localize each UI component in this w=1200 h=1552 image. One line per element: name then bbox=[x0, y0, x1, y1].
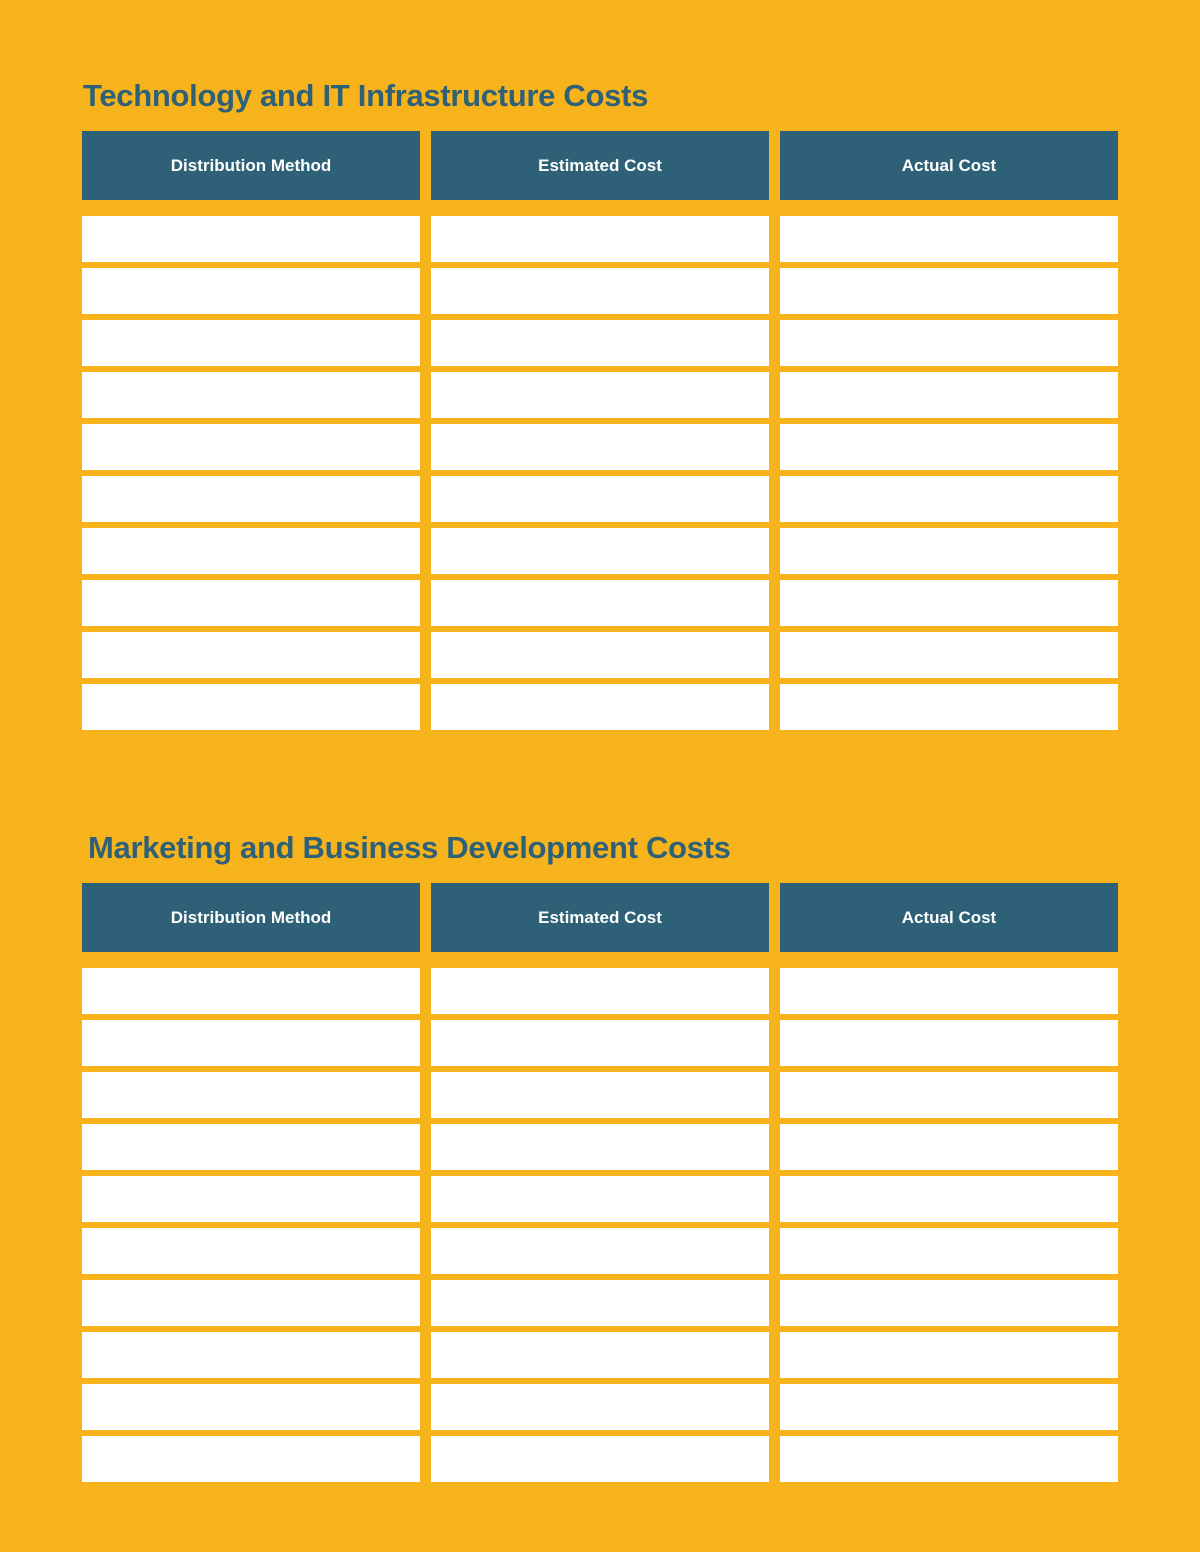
table-row bbox=[82, 1124, 1118, 1170]
cell-actual-cost[interactable] bbox=[780, 268, 1118, 314]
section-title: Technology and IT Infrastructure Costs bbox=[83, 78, 649, 113]
table-row bbox=[82, 580, 1118, 626]
cell-estimated-cost[interactable] bbox=[431, 528, 769, 574]
cell-estimated-cost[interactable] bbox=[431, 320, 769, 366]
cell-actual-cost[interactable] bbox=[780, 320, 1118, 366]
cell-estimated-cost[interactable] bbox=[431, 1280, 769, 1326]
table-row bbox=[82, 268, 1118, 314]
cell-actual-cost[interactable] bbox=[780, 632, 1118, 678]
table-row bbox=[82, 1228, 1118, 1274]
cell-distribution-method[interactable] bbox=[82, 1332, 420, 1378]
table-row bbox=[82, 528, 1118, 574]
table-row bbox=[82, 424, 1118, 470]
table-row bbox=[82, 320, 1118, 366]
table-row bbox=[82, 372, 1118, 418]
table-row bbox=[82, 1020, 1118, 1066]
cell-actual-cost[interactable] bbox=[780, 1124, 1118, 1170]
cell-distribution-method[interactable] bbox=[82, 372, 420, 418]
cell-distribution-method[interactable] bbox=[82, 476, 420, 522]
table-header-row bbox=[82, 883, 1118, 952]
cell-distribution-method[interactable] bbox=[82, 968, 420, 1014]
table-row bbox=[82, 216, 1118, 262]
cell-estimated-cost[interactable] bbox=[431, 1124, 769, 1170]
cell-actual-cost[interactable] bbox=[780, 476, 1118, 522]
cell-actual-cost[interactable] bbox=[780, 372, 1118, 418]
cell-estimated-cost[interactable] bbox=[431, 1176, 769, 1222]
table-row bbox=[82, 1436, 1118, 1482]
cell-estimated-cost[interactable] bbox=[431, 372, 769, 418]
cell-distribution-method[interactable] bbox=[82, 1072, 420, 1118]
column-header-estimated-cost: Estimated Cost bbox=[431, 883, 769, 952]
column-header-actual-cost: Actual Cost bbox=[780, 883, 1118, 952]
cell-distribution-method[interactable] bbox=[82, 1020, 420, 1066]
column-header-estimated-cost: Estimated Cost bbox=[431, 131, 769, 200]
table-row bbox=[82, 1332, 1118, 1378]
cell-estimated-cost[interactable] bbox=[431, 968, 769, 1014]
cell-actual-cost[interactable] bbox=[780, 528, 1118, 574]
cell-distribution-method[interactable] bbox=[82, 1176, 420, 1222]
cell-actual-cost[interactable] bbox=[780, 684, 1118, 730]
table-body bbox=[82, 216, 1118, 736]
cell-estimated-cost[interactable] bbox=[431, 1384, 769, 1430]
cell-distribution-method[interactable] bbox=[82, 528, 420, 574]
cell-distribution-method[interactable] bbox=[82, 320, 420, 366]
cell-actual-cost[interactable] bbox=[780, 1384, 1118, 1430]
cell-distribution-method[interactable] bbox=[82, 268, 420, 314]
table-row bbox=[82, 1176, 1118, 1222]
cell-actual-cost[interactable] bbox=[780, 1176, 1118, 1222]
table-row bbox=[82, 1280, 1118, 1326]
column-header-distribution-method: Distribution Method bbox=[82, 131, 420, 200]
cell-distribution-method[interactable] bbox=[82, 424, 420, 470]
table-row bbox=[82, 684, 1118, 730]
cell-distribution-method[interactable] bbox=[82, 1384, 420, 1430]
cell-actual-cost[interactable] bbox=[780, 1332, 1118, 1378]
table-header-row bbox=[82, 131, 1118, 200]
section-title: Marketing and Business Development Costs bbox=[88, 830, 731, 865]
cell-actual-cost[interactable] bbox=[780, 1436, 1118, 1482]
cell-estimated-cost[interactable] bbox=[431, 216, 769, 262]
cell-distribution-method[interactable] bbox=[82, 216, 420, 262]
cell-actual-cost[interactable] bbox=[780, 1280, 1118, 1326]
table-body bbox=[82, 968, 1118, 1488]
cell-estimated-cost[interactable] bbox=[431, 424, 769, 470]
cell-estimated-cost[interactable] bbox=[431, 1072, 769, 1118]
cell-estimated-cost[interactable] bbox=[431, 476, 769, 522]
cell-estimated-cost[interactable] bbox=[431, 580, 769, 626]
table-row bbox=[82, 476, 1118, 522]
cell-estimated-cost[interactable] bbox=[431, 268, 769, 314]
table-row bbox=[82, 968, 1118, 1014]
section-marketing-costs bbox=[82, 830, 1118, 1482]
cell-distribution-method[interactable] bbox=[82, 1228, 420, 1274]
cell-actual-cost[interactable] bbox=[780, 580, 1118, 626]
cell-estimated-cost[interactable] bbox=[431, 1020, 769, 1066]
cell-actual-cost[interactable] bbox=[780, 1020, 1118, 1066]
column-header-actual-cost: Actual Cost bbox=[780, 131, 1118, 200]
cell-distribution-method[interactable] bbox=[82, 632, 420, 678]
cell-actual-cost[interactable] bbox=[780, 1072, 1118, 1118]
cell-estimated-cost[interactable] bbox=[431, 684, 769, 730]
cell-distribution-method[interactable] bbox=[82, 1280, 420, 1326]
section-technology-costs bbox=[82, 78, 1118, 730]
table-row bbox=[82, 632, 1118, 678]
cell-estimated-cost[interactable] bbox=[431, 1228, 769, 1274]
cell-distribution-method[interactable] bbox=[82, 684, 420, 730]
cell-actual-cost[interactable] bbox=[780, 968, 1118, 1014]
cell-actual-cost[interactable] bbox=[780, 1228, 1118, 1274]
cell-estimated-cost[interactable] bbox=[431, 632, 769, 678]
table-row bbox=[82, 1072, 1118, 1118]
cell-actual-cost[interactable] bbox=[780, 216, 1118, 262]
cell-distribution-method[interactable] bbox=[82, 580, 420, 626]
cell-actual-cost[interactable] bbox=[780, 424, 1118, 470]
table-row bbox=[82, 1384, 1118, 1430]
cell-distribution-method[interactable] bbox=[82, 1436, 420, 1482]
cell-estimated-cost[interactable] bbox=[431, 1436, 769, 1482]
column-header-distribution-method: Distribution Method bbox=[82, 883, 420, 952]
cell-estimated-cost[interactable] bbox=[431, 1332, 769, 1378]
cell-distribution-method[interactable] bbox=[82, 1124, 420, 1170]
